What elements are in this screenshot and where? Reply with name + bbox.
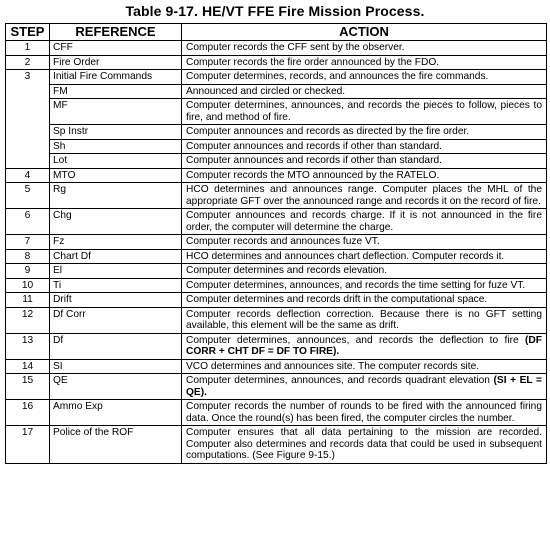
action-text: Computer determines, announces, and records the time setting for fuze VT. xyxy=(186,279,526,291)
table-row xyxy=(6,264,547,279)
reference-cell: Df Corr xyxy=(50,307,182,333)
table-row xyxy=(6,235,547,250)
table-row xyxy=(6,278,547,293)
step-cell: 14 xyxy=(6,359,50,374)
action-text: Computer determines, announces, and records quadrant elevation xyxy=(186,375,490,386)
reference-cell: CFF xyxy=(50,41,182,56)
table-row xyxy=(6,400,547,426)
fire-mission-table xyxy=(5,23,547,464)
reference-cell: Fz xyxy=(50,235,182,250)
step-cell: 12 xyxy=(6,307,50,333)
reference-cell: QE xyxy=(50,374,182,400)
action-cell xyxy=(182,374,547,400)
action-text: HCO determines and announces chart deflection. Computer records it. xyxy=(186,250,505,262)
table-row xyxy=(6,70,547,85)
action-cell xyxy=(182,139,547,154)
header-step: STEP xyxy=(6,24,50,41)
table-row xyxy=(6,84,547,99)
reference-cell: MTO xyxy=(50,168,182,183)
action-cell xyxy=(182,307,547,333)
reference-cell: Sp Instr xyxy=(50,125,182,140)
action-text: Computer announces and records if other than standard. xyxy=(186,155,442,166)
reference-cell: FM xyxy=(50,84,182,99)
action-cell xyxy=(182,55,547,70)
reference-cell: El xyxy=(50,264,182,279)
action-cell xyxy=(182,400,547,426)
action-text: Computer records the CFF sent by the observer. xyxy=(186,42,405,53)
step-cell: 15 xyxy=(6,374,50,400)
reference-cell: Rg xyxy=(50,183,182,209)
table-row xyxy=(6,99,547,125)
step-cell: 2 xyxy=(6,55,50,70)
action-text: Computer records the number of rounds to be fired with the announced firing data. Once the round(s) has been fired, the computer circles the number. xyxy=(186,401,542,424)
table-header-row xyxy=(6,24,547,41)
action-text: Computer records the fire order announced by the FDO. xyxy=(186,56,440,68)
step-cell xyxy=(6,139,50,154)
action-cell xyxy=(182,249,547,264)
reference-cell: Ti xyxy=(50,278,182,293)
step-cell: 16 xyxy=(6,400,50,426)
step-cell: 13 xyxy=(6,333,50,359)
table-body xyxy=(6,41,547,464)
action-text: Computer announces and records charge. If it is not announced in the fire order, the computer will determine the charge. xyxy=(186,210,542,233)
action-text: Computer determines, records, and announces the fire commands. xyxy=(186,71,489,82)
reference-cell: Chg xyxy=(50,209,182,235)
step-cell: 9 xyxy=(6,264,50,279)
table-row xyxy=(6,307,547,333)
action-text: Computer announces and records if other than standard. xyxy=(186,140,442,152)
reference-cell: Lot xyxy=(50,154,182,169)
action-cell xyxy=(182,183,547,209)
table-row xyxy=(6,359,547,374)
table-row xyxy=(6,183,547,209)
step-cell: 4 xyxy=(6,168,50,183)
reference-cell: MF xyxy=(50,99,182,125)
step-cell: 1 xyxy=(6,41,50,56)
action-cell xyxy=(182,70,547,85)
action-text: Computer determines, announces, and records the pieces to follow, pieces to fire, and method of fire. xyxy=(186,100,542,123)
action-cell xyxy=(182,264,547,279)
step-cell: 6 xyxy=(6,209,50,235)
step-cell: 7 xyxy=(6,235,50,250)
step-cell xyxy=(6,84,50,99)
action-cell xyxy=(182,84,547,99)
action-text: Computer announces and records as directed by the fire order. xyxy=(186,126,470,137)
table-row xyxy=(6,374,547,400)
action-cell xyxy=(182,154,547,169)
step-cell: 3 xyxy=(6,70,50,85)
action-cell xyxy=(182,278,547,293)
table-row xyxy=(6,426,547,464)
step-cell xyxy=(6,154,50,169)
table-row xyxy=(6,154,547,169)
action-cell xyxy=(182,235,547,250)
action-cell xyxy=(182,426,547,464)
step-cell xyxy=(6,99,50,125)
step-cell: 10 xyxy=(6,278,50,293)
reference-cell: Initial Fire Commands xyxy=(50,70,182,85)
action-text: Computer records and announces fuze VT. xyxy=(186,236,380,247)
action-formula: (DF CORR + CHT DF = DF TO FIRE). xyxy=(186,334,542,357)
action-cell xyxy=(182,333,547,359)
reference-cell: Drift xyxy=(50,293,182,308)
step-cell: 5 xyxy=(6,183,50,209)
header-action: ACTION xyxy=(182,24,547,41)
step-cell: 11 xyxy=(6,293,50,308)
table-row xyxy=(6,139,547,154)
action-text: Computer determines and records elevation. xyxy=(186,265,388,276)
action-text: Computer determines and records drift in the computational space. xyxy=(186,294,488,305)
action-text: VCO determines and announces site. The computer records site. xyxy=(186,360,480,372)
action-cell xyxy=(182,125,547,140)
step-cell xyxy=(6,125,50,140)
action-formula: (SI + EL = QE). xyxy=(186,375,542,398)
reference-cell: Ammo Exp xyxy=(50,400,182,426)
action-text: Computer records deflection correction. Because there is no GFT setting available, this element will be the same as drift. xyxy=(186,308,542,331)
table-row xyxy=(6,41,547,56)
action-text: Computer records the MTO announced by the RATELO. xyxy=(186,169,440,181)
action-text: Announced and circled or checked. xyxy=(186,85,346,97)
table-row xyxy=(6,249,547,264)
reference-cell: Sh xyxy=(50,139,182,154)
reference-cell: Fire Order xyxy=(50,55,182,70)
table-row xyxy=(6,293,547,308)
step-cell: 8 xyxy=(6,249,50,264)
action-cell xyxy=(182,41,547,56)
action-cell xyxy=(182,209,547,235)
table-row xyxy=(6,168,547,183)
table-row xyxy=(6,125,547,140)
action-text: Computer ensures that all data pertaining to the mission are recorded. Computer also determines and records data that could be used in subsequent computations. (See Figure 9-15.) xyxy=(186,427,542,461)
action-text: HCO determines and announces range. Computer places the MHL of the appropriate GFT over the announced range and records it on the record of fire. xyxy=(186,184,542,207)
action-cell xyxy=(182,359,547,374)
step-cell: 17 xyxy=(6,426,50,464)
table-title: Table 9-17. HE/VT FFE Fire Mission Process. xyxy=(125,3,425,19)
table-row xyxy=(6,209,547,235)
action-cell xyxy=(182,293,547,308)
table-row xyxy=(6,333,547,359)
reference-cell: Df xyxy=(50,333,182,359)
reference-cell: SI xyxy=(50,359,182,374)
reference-cell: Chart Df xyxy=(50,249,182,264)
table-row xyxy=(6,55,547,70)
action-text: Computer determines, announces, and records the deflection to fire xyxy=(186,334,519,346)
action-cell xyxy=(182,168,547,183)
reference-cell: Police of the ROF xyxy=(50,426,182,464)
header-reference: REFERENCE xyxy=(50,24,182,41)
action-cell xyxy=(182,99,547,125)
